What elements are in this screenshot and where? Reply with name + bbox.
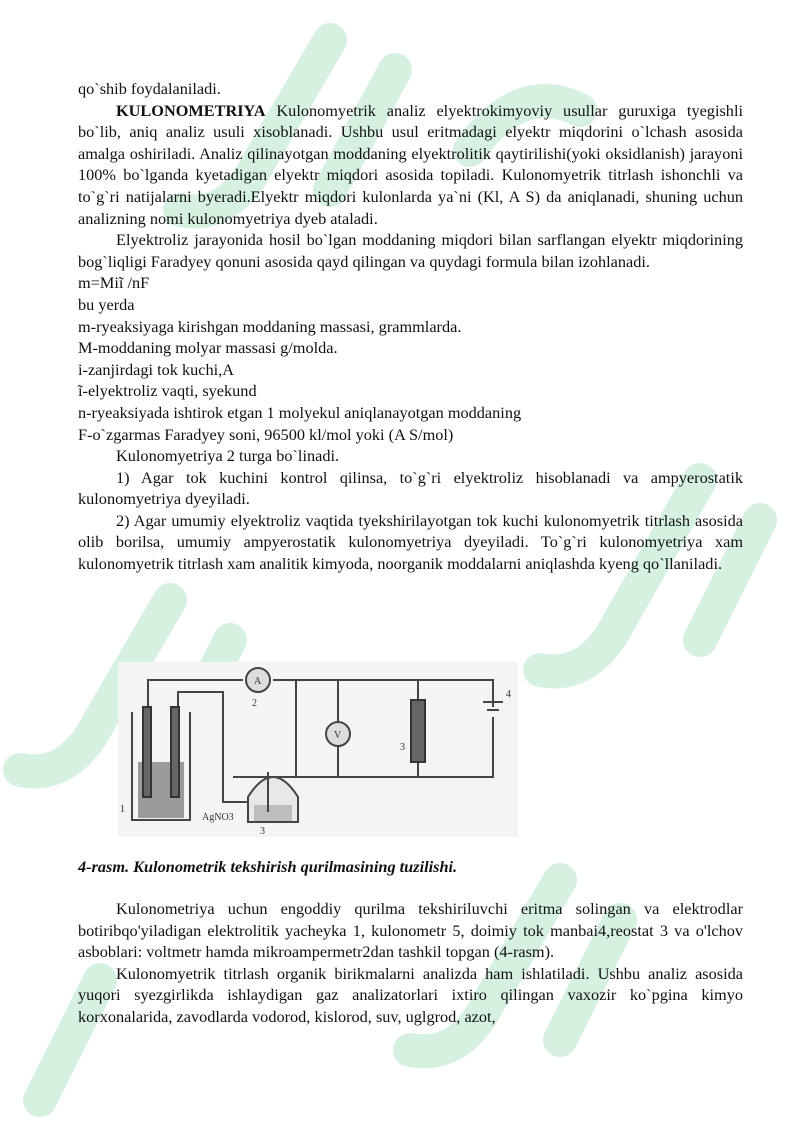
body-text-top [78,78,743,575]
rheostat [411,700,425,762]
figure-caption: 4-rasm. Kulonometrik tekshirish qurilmasining tuzilishi. [78,857,458,876]
definition-M: M-moddaning molyar massasi g/molda. [78,338,338,358]
paragraph-kulonometriya-text: Kulonomyetrik analiz elyektrokimyoviy usullar guruxiga tyegishli bo`lib, aniq analiz usuli xisoblanadi. Ushbu usul eritmadagi elyektr miqdorini o`lchash asosida amalga oshiriladi. Analiz qilinayotgan moddaning elyektrolitik qaytirilishi(yoki oksidlanish) jarayoni 100% bo`lganda kyetadigan elyektr miqdori asosida topiladi. Kulonomyetrik titrlash ishonchli va to`g`ri natijalarni byeradi.Elyektr miqdori kulonlarda ya`ni (Kl, A S) da aniqlanadi, shuning uchun analizning nomi kulonomyetriya dyeb ataladi. [78,100,743,228]
paragraph-elyektroliz: Elyektroliz jarayonida hosil bo`lgan moddaning miqdori bilan sarflangan elyektr miqdorining bog`liqligi Faradyey qonuni asosida qayd qilingan va quydagi formula bilan izohlanadi. [78,230,743,271]
keyword-kulonometriya: KULONOMETRIYA [116,100,266,120]
paragraph-tur-1: 1) Agar tok kuchini kontrol qilinsa, to`g`ri elyektroliz hisoblanadi va ampyerostatik kulonomyetriya dyeyiladi. [78,467,743,509]
paragraph-organik: Kulonomyetrik titrlash organik birikmalarni analizda ham ishlatiladi. Ushbu analiz asosida yuqori syezgirlikda ishlaydigan gaz analizatorlari ixtiro qilingan vaxozir ko`pgina kimyo korxonalarida, zavodlarda vodorod, kislorod, suv, uglgrod, azot, [78,963,743,1026]
bu-yerda: bu yerda [78,294,135,314]
definition-n: n-ryeaksiyada ishtirok etgan 1 molyekul aniqlanayotgan moddaning [78,402,522,422]
definition-i: i-zanjirdagi tok kuchi,A [78,359,234,379]
coulometry-apparatus-figure [118,662,518,837]
figure-label-2: 2 [252,698,257,709]
paragraph-turlar: Kulonomyetriya 2 turga bo`linadi. [116,446,340,466]
definition-t: ĩ-elyektroliz vaqti, syekund [78,381,257,401]
figure-label-A: A [254,676,262,687]
paragraph-qurilma: Kulonometriya uchun engoddiy qurilma tekshiriluvchi eritma solingan va elektrodlar botiribqo'yiladigan elektrolitik yacheyka 1, kulonometr 5, doimiy tok manbai4,reostat 3 va o'lchov asboblari: voltmetr hamda mikroampermetr2dan tashkil topgan (4-rasm). [78,899,743,962]
formula: m=Miĩ /nF [78,273,150,293]
paragraph-kulonometriya [78,100,743,230]
figure-label-agno3: AgNO3 [202,812,234,823]
figure-label-3-coulometer: 3 [260,826,265,837]
definition-F: F-o`zgarmas Faradyey soni, 96500 kl/mol yoki (A S/mol) [78,424,454,444]
figure-label-1: 1 [120,804,125,815]
paragraph-tur-2: 2) Agar umumiy elyektroliz vaqtida tyekshirilayotgan tok kuchi kulonomyetrik titrlash asosida olib borilsa, umumiy ampyerostatik kulonomyetriya dyeyiladi. To`g`ri kulonomyetriya xam kulonomyetrik titrlash xam analitik kimyoda, noorganik moddalarni aniqlashda kyeng qo`llaniladi. [78,510,743,574]
definition-m: m-ryeaksiyaga kirishgan moddaning massasi, grammlarda. [78,316,462,336]
paragraph-0: qo`shib foydalaniladi. [78,79,221,98]
figure-label-3-rheostat: 3 [400,742,405,753]
figure-label-4: 4 [506,689,511,700]
figure-label-V: V [334,730,342,741]
body-text-bottom [78,898,743,1028]
